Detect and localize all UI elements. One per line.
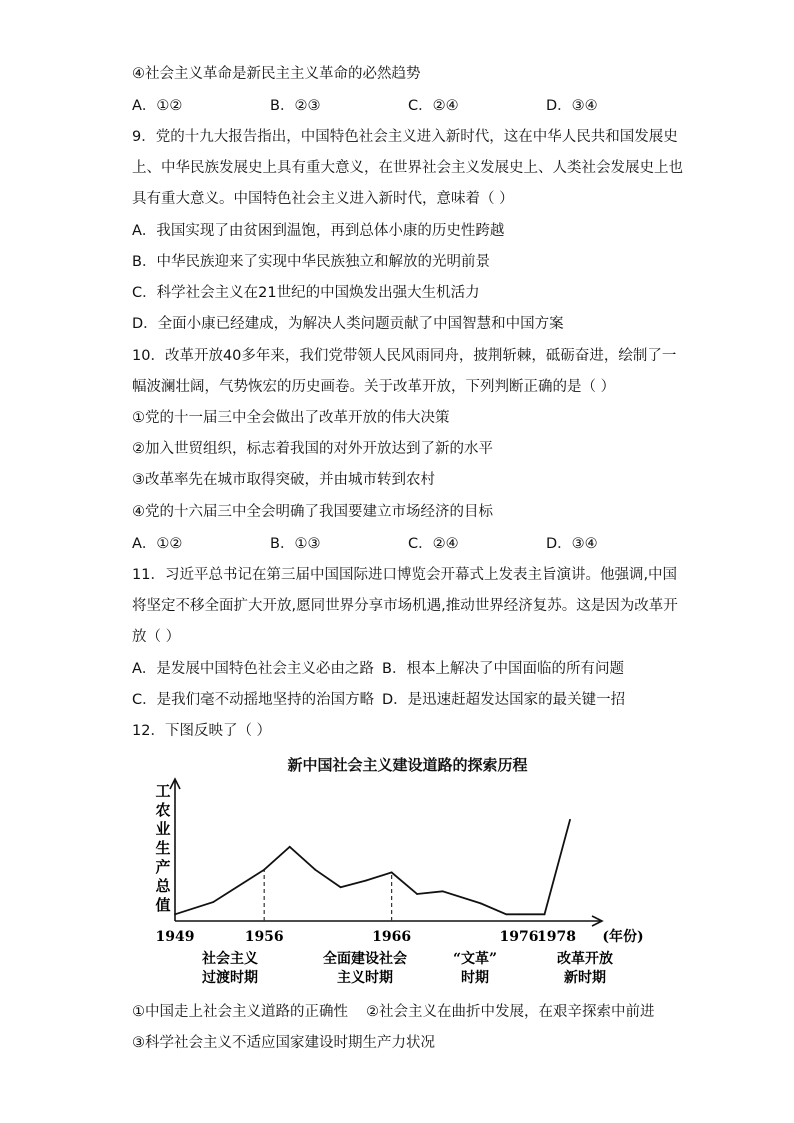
q10-item-3: ③改革率先在城市取得突破，并由城市转到农村 [132, 472, 435, 488]
q12-item-2: ②社会主义在曲折中发展，在艰辛探索中前进 [366, 1004, 655, 1020]
q11-options-row-1 [132, 659, 624, 679]
q9-stem-line-3: 具有重大意义。中国特色社会主义进入新时代，意味着（ ） [132, 191, 514, 207]
q8-option-d[interactable]: D．③④ [546, 98, 598, 114]
q8-option-b[interactable]: B．②③ [270, 98, 321, 114]
q10-item-2: ②加入世贸组织，标志着我国的对外开放达到了新的水平 [132, 441, 493, 457]
data-point [505, 913, 507, 915]
chart-svg [155, 746, 660, 996]
y-axis-label-char: 值 [155, 896, 171, 914]
q11-option-d[interactable]: D．是迅速赶超发达国家的最关键一招 [382, 692, 626, 708]
q11-options-row-2 [132, 690, 626, 710]
q10-option-d[interactable]: D．③④ [546, 536, 598, 552]
x-tick-label: 1976 [499, 929, 539, 945]
period-label: 过渡时期 [202, 970, 258, 986]
q8-option-c[interactable]: C．②④ [408, 98, 459, 114]
chart-title: 新中国社会主义建设道路的探索历程 [287, 756, 528, 774]
q8-option-a[interactable]: A．①② [132, 98, 183, 114]
q9-option-d[interactable]: D．全面小康已经建成，为解决人类问题贡献了中国智慧和中国方案 [132, 316, 564, 332]
x-axis-label: (年份) [602, 929, 644, 945]
data-point [174, 913, 176, 915]
data-point [263, 869, 265, 871]
y-axis-label-char: 总 [155, 877, 171, 895]
q12-stem: 12．下图反映了（ ） [132, 723, 272, 739]
data-point [544, 913, 546, 915]
y-axis-label-char: 农 [155, 801, 171, 819]
data-point [480, 903, 482, 905]
y-axis-label-char: 生 [155, 839, 171, 857]
data-point [314, 869, 316, 871]
period-label: 时期 [461, 970, 489, 986]
q9-stem-line-2: 上、中华民族发展史上具有重大意义，在世界社会主义发展史上、人类社会发展史上也 [132, 160, 683, 176]
data-point [212, 901, 214, 903]
q9-option-c[interactable]: C．科学社会主义在21世纪的中国焕发出强大生机活力 [132, 285, 480, 301]
y-axis-label-char: 工 [155, 782, 171, 800]
period-label: 全面建设社会 [323, 951, 407, 967]
x-tick-label: 1949 [155, 929, 195, 945]
q11-stem-line-1: 11．习近平总书记在第三届中国国际进口博览会开幕式上发表主旨演讲。他强调,中国 [132, 567, 678, 583]
q9-option-b[interactable]: B．中华民族迎来了实现中华民族独立和解放的光明前景 [132, 254, 490, 270]
data-point [289, 846, 291, 848]
q10-stem-line-2: 幅波澜壮阔，气势恢宏的历史画卷。关于改革开放，下列判断正确的是（ ） [132, 379, 616, 395]
period-label: 主义时期 [337, 970, 393, 986]
q8-item-4: ④社会主义革命是新民主主义革命的必然趋势 [132, 66, 421, 82]
period-label: 社会主义 [202, 951, 258, 967]
q12-item-3: ③科学社会主义不适应国家建设时期生产力状况 [132, 1035, 435, 1051]
period-label: “文革” [452, 951, 498, 967]
data-point [365, 880, 367, 882]
data-point [569, 819, 571, 821]
q9-stem-line-1: 9．党的十九大报告指出，中国特色社会主义进入新时代，这在中华人民共和国发展史 [132, 129, 678, 145]
q10-stem-line-1: 10．改革开放40多年来，我们党带领人民风雨同舟，披荆斩棘，砥砺奋进，绘制了一 [132, 348, 677, 364]
q11-option-a[interactable]: A．是发展中国特色社会主义必由之路 [132, 661, 374, 677]
q12-item-1: ①中国走上社会主义道路的正确性 [132, 1004, 348, 1020]
q11-stem-line-2: 将坚定不移全面扩大开放,愿同世界分享市场机遇,推动世界经济复苏。这是因为改革开 [132, 598, 678, 614]
q9-option-a[interactable]: A．我国实现了由贫困到温饱，再到总体小康的历史性跨越 [132, 223, 505, 239]
data-point [518, 913, 520, 915]
x-tick-label: 1966 [372, 929, 412, 945]
q11-option-c[interactable]: C．是我们毫不动摇地坚持的治国方略 [132, 692, 375, 708]
q10-option-c[interactable]: C．②④ [408, 536, 459, 552]
q12-items-row-1 [132, 1002, 655, 1022]
data-point [416, 893, 418, 895]
y-axis-label-char: 产 [155, 858, 171, 876]
period-label: 新时期 [564, 970, 606, 986]
q10-item-4: ④党的十六届三中全会明确了我国要建立市场经济的目标 [132, 504, 493, 520]
x-tick-label: 1956 [244, 929, 284, 945]
series-line [175, 820, 570, 915]
q10-option-b[interactable]: B．①③ [270, 536, 321, 552]
exploration-chart [155, 746, 660, 996]
data-point [442, 890, 444, 892]
q10-item-1: ①党的十一届三中全会做出了改革开放的伟大决策 [132, 410, 450, 426]
period-label: 改革开放 [557, 951, 613, 967]
x-tick-label: 1978 [537, 929, 577, 945]
y-axis-label-char: 业 [155, 820, 171, 838]
q11-stem-line-3: 放（ ） [132, 629, 181, 645]
data-point [391, 872, 393, 874]
data-point [340, 886, 342, 888]
q11-option-b[interactable]: B．根本上解决了中国面临的所有问题 [382, 661, 624, 677]
q10-option-a[interactable]: A．①② [132, 536, 183, 552]
